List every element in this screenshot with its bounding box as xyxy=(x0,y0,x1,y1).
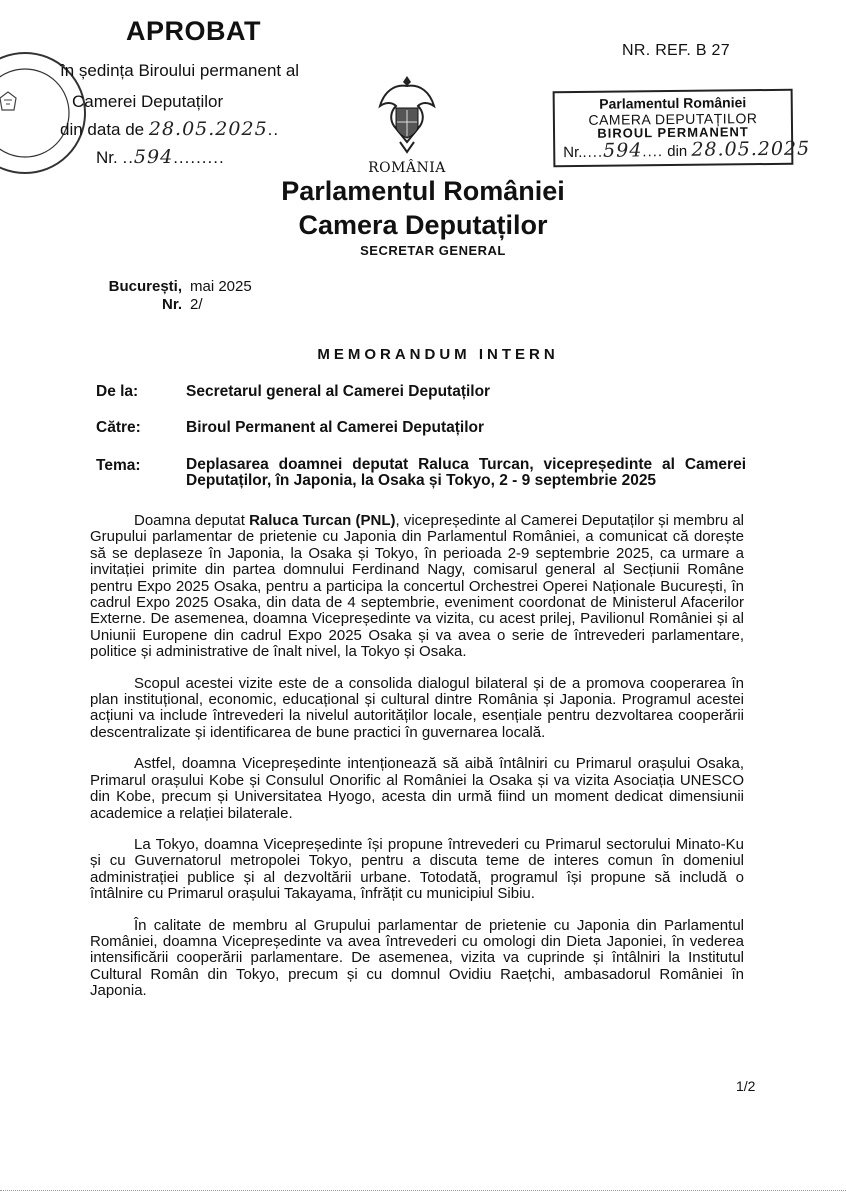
from-label: De la: xyxy=(96,383,139,400)
approval-number-line: Nr. ..594......... xyxy=(96,146,225,168)
approved-heading: APROBAT xyxy=(126,16,261,46)
subject-label: Tema: xyxy=(96,457,141,474)
memo-body xyxy=(90,513,744,1015)
institution-chamber: Camera Deputaților xyxy=(298,210,548,240)
stamp-bureau: BIROUL PERMANENT xyxy=(597,124,749,141)
approval-number-handwritten: 594 xyxy=(133,146,174,168)
to-label: Către: xyxy=(96,419,141,436)
reference-number: NR. REF. B 27 xyxy=(622,42,730,59)
stamp-chamber: CAMERA DEPUTAȚILOR xyxy=(588,110,758,128)
from-value: Secretarul general al Camerei Deputaților xyxy=(186,383,491,400)
approval-date-handwritten: 28.05.2025 xyxy=(148,118,268,140)
place-values xyxy=(190,278,252,314)
body-paragraph-5: În calitate de membru al Grupului parlamentar de prietenie cu Japonia din Parlamentul României, doamna Vicepreședinte va avea întrevederi cu omologi din Dieta Japoniei, în vederea intensificării cooperării parlamentare. De asemenea, vizita va cuprinde și întâlniri la Institutul Cultural Român din Tokyo, precum și cu domnul Ovidiu Raețchi, ambasadorul României în Japonia. xyxy=(90,916,744,1000)
deputy-name: Raluca Turcan (PNL) xyxy=(249,512,396,529)
stamp-date-prefix: din xyxy=(667,142,688,161)
approval-chamber-line: Camerei Deputaților xyxy=(72,92,224,111)
approval-date-line: din data de 28.05.2025.. xyxy=(60,118,280,140)
approval-date-prefix: din data de xyxy=(60,120,145,139)
stamp-number-date: Nr.....594.... din 28.05.2025 xyxy=(563,137,811,162)
body-paragraph-1: Doamna deputat Raluca Turcan (PNL), vicepreședinte al Camerei Deputaților și membru al Grupului parlamentar de prietenie cu Japonia din Parlamentul României, a comunicat că dorește să se deplaseze în Japonia, la Osaka și Tokyo, în perioada 2-9 septembrie 2025, ca urmare a invitației primite din partea domnului Ferdinand Nagy, comisarul general al Secțiunii Române pentru Expo 2025 Osaka, pentru a participa la concertul Orchestrei Operei Naționale București, în cadrul Expo 2025 Osaka, din data de 4 septembrie, eveniment coordonat de Ministerul Afacerilor Externe. De asemenea, doamna Vicepreședinte va vizita, cu acest prilej, Pavilionul României și al Uniunii Europene din cadrul Expo 2025 Osaka și va avea o serie de întrevederi parlamentare, politice și administrative de înalt nivel, la Tokyo și Osaka. xyxy=(90,512,745,661)
coat-of-arms-icon xyxy=(376,72,438,158)
stamp-date-handwritten: 28.05.2025 xyxy=(691,137,811,161)
registration-stamp xyxy=(553,89,811,168)
number-label: Nr. xyxy=(161,296,182,313)
stamp-number-handwritten: 594 xyxy=(602,139,643,162)
stamp-parliament: Parlamentul României xyxy=(599,94,747,112)
memo-title: MEMORANDUM INTERN xyxy=(317,346,559,363)
body-paragraph-3: Astfel, doamna Vicepreședinte intenționează să aibă întâlniri cu Primarul orașului Osaka, Primarul orașului Kobe și Consulul Onorific al României la Osaka și va vizita Asociația UNESCO din Kobe, precum și Universitatea Hyogo, acesta din urmă fiind un moment dedicat dimensiunii academice a relației bilaterale. xyxy=(90,755,744,822)
scan-edge-divider xyxy=(0,1190,846,1193)
registration-number: 2/ xyxy=(190,296,203,313)
place-labels xyxy=(90,278,182,314)
body-paragraph-2: Scopul acestei vizite este de a consolida dialogul bilateral și de a promova cooperarea în plan instituțional, economic, educațional și cultural dintre România și Japonia. Programul acestei acțiuni va include întrevederi la nivelul autorităților locale, esențiale pentru dezvoltarea cooperării descentralizate și identificarea de bune practici în guvernarea locală. xyxy=(90,674,744,741)
city-date: mai 2025 xyxy=(190,278,252,295)
country-caption: ROMÂNIA xyxy=(368,160,446,176)
approval-number-prefix: Nr. xyxy=(96,148,118,167)
subject-value: Deplasarea doamnei deputat Raluca Turcan, vicepreședinte al Camerei Deputaților, în Japonia, la Osaka și Tokyo, 2 - 9 septembrie 2025 xyxy=(186,456,746,489)
page-number: 1/2 xyxy=(736,1078,756,1094)
to-value: Biroul Permanent al Camerei Deputaților xyxy=(186,419,485,436)
body-paragraph-4: La Tokyo, doamna Vicepreședinte își propune întrevederi cu Primarul sectorului Minato-Ku și cu Guvernatorul metropolei Tokyo, pentru a discuta teme de interes comun în domeniul administrației publice și al dezvoltării urbane. Totodată, programul își propune să includă o întâlnire cu Primarul orașului Takayama, înfrățit cu municipiul Sibiu. xyxy=(90,835,744,903)
approval-session-line: în ședința Biroului permanent al xyxy=(60,61,300,80)
institution-parliament: Parlamentul României xyxy=(281,176,565,206)
city-label: București, xyxy=(108,278,182,295)
institution-office: SECRETAR GENERAL xyxy=(360,243,506,258)
stamp-number-prefix: Nr. xyxy=(563,143,583,162)
